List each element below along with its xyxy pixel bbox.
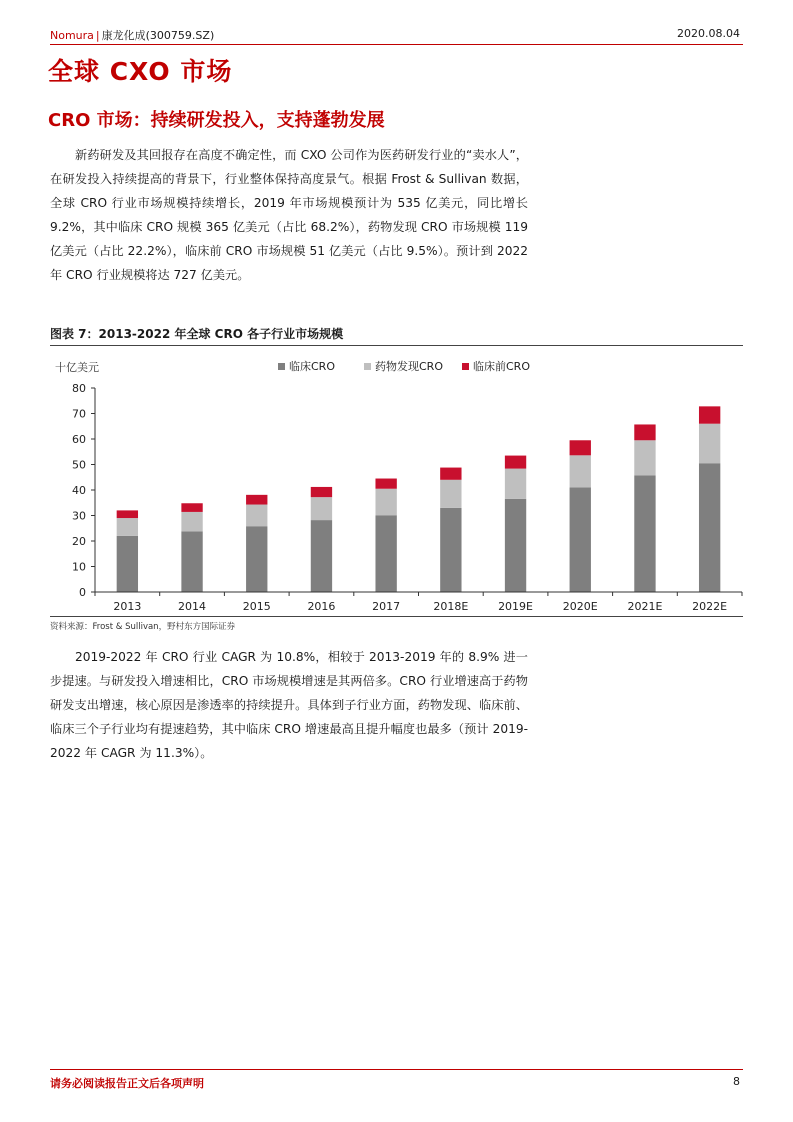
y-tick-label: 40 [72, 484, 86, 497]
x-tick-label: 2014 [178, 600, 207, 613]
bar-segment [440, 508, 461, 592]
header-separator: | [95, 29, 100, 42]
x-tick-label: 2020E [562, 600, 598, 613]
bar-segment [311, 497, 332, 520]
x-tick-label: 2013 [113, 600, 142, 613]
x-tick-label: 2016 [307, 600, 336, 613]
x-tick-label: 2019E [498, 600, 534, 613]
figure-title: 图表 7：2013-2022 年全球 CRO 各子行业市场规模 [50, 327, 344, 341]
report-date: 2020.08.04 [677, 27, 740, 40]
bar-segment [181, 512, 202, 531]
bar-segment [375, 479, 396, 489]
bar-segment [117, 510, 138, 518]
y-axis [72, 382, 95, 599]
legend-swatch [278, 363, 285, 370]
cro-market-chart [50, 350, 743, 615]
footer-disclaimer: 请务必阅读报告正文后各项声明 [50, 1077, 204, 1090]
bar-segment [634, 475, 655, 592]
legend-swatch [462, 363, 469, 370]
figure-source: 资料来源：Frost & Sullivan，野村东方国际证券 [50, 622, 236, 632]
y-tick-label: 20 [72, 535, 86, 548]
page-number: 8 [733, 1075, 740, 1088]
chart-legend [278, 359, 530, 373]
bar-segment [570, 487, 591, 592]
y-tick-label: 70 [72, 407, 86, 421]
bar-segment [570, 455, 591, 487]
x-tick-label: 2017 [372, 600, 401, 613]
bar-segment [375, 489, 396, 516]
legend-label: 临床CRO [289, 360, 335, 373]
x-tick-label: 2022E [692, 600, 728, 613]
legend-label: 药物发现CRO [375, 360, 443, 373]
body-paragraph-2: 2019-2022 年 CRO 行业 CAGR 为 10.8%，相较于 2013-2019 年的 8.9% 进一步提速。与研发投入增速相比，CRO 市场规模增速是其两倍多。CRO 行业增速高于药物研发支出增速，核心原因是渗透率的持续提升。具体到子行业方面，药物发现、临床前、临床三个子行业均有提速趋势，其中临床 CRO 增速最高且提升幅度也最多（预计 2019-2022 年 CAGR 为 11.3%）。 [50, 650, 528, 760]
body-paragraph-1: 新药研发及其回报存在高度不确定性，而 CXO 公司作为医药研发行业的“卖水人”，在研发投入持续提高的背景下，行业整体保持高度景气。根据 Frost & Sullivan 数据，全球 CRO 行业市场规模持续增长，2019 年市场规模预计为 535 亿美元，同比增长 9.2%，其中临床 CRO 规模 365 亿美元（占比 68.2%），药物发现 CRO 市场规模 119 亿美元（占比 22.2%），临床前 CRO 市场规模 51 亿美元（占比 9.5%）。预计到 2022 年 CRO 行业规模将达 727 亿美元。 [50, 148, 528, 282]
subsection-title: CRO 市场：持续研发投入，支持蓬勃发展 [48, 110, 385, 131]
x-axis [95, 592, 742, 613]
footer-rule [50, 1069, 743, 1070]
bar-segment [440, 468, 461, 480]
y-tick-label: 60 [72, 433, 86, 446]
y-tick-label: 50 [72, 458, 86, 472]
company-name: 康龙化成(300759.SZ) [101, 29, 215, 42]
bar-segment [634, 440, 655, 475]
legend-label: 临床前CRO [473, 360, 530, 373]
bar-segment [375, 515, 396, 592]
x-tick-label: 2021E [627, 600, 663, 613]
bar-segment [505, 469, 526, 499]
bar-segment [246, 505, 267, 527]
brand-name: Nomura [50, 29, 94, 42]
legend-swatch [364, 363, 371, 370]
bar-segment [699, 463, 720, 592]
header-rule [50, 44, 743, 45]
figure-bottom-rule [50, 616, 743, 617]
bar-segment [505, 456, 526, 469]
bar-segment [505, 499, 526, 592]
x-tick-label: 2015 [242, 600, 271, 613]
y-tick-label: 0 [79, 586, 86, 599]
bar-segment [634, 424, 655, 440]
y-tick-label: 10 [72, 560, 86, 574]
bar-segment [311, 520, 332, 592]
y-tick-label: 30 [72, 509, 86, 523]
report-header [50, 27, 214, 43]
bar-series [117, 406, 721, 592]
bar-segment [440, 480, 461, 508]
bar-segment [699, 406, 720, 423]
x-tick-label: 2018E [433, 600, 469, 613]
bar-segment [699, 424, 720, 464]
bar-segment [181, 503, 202, 512]
bar-segment [246, 526, 267, 592]
y-axis-label: 十亿美元 [55, 361, 99, 374]
bar-segment [311, 487, 332, 497]
bar-segment [246, 495, 267, 505]
section-title: 全球 CXO 市场 [48, 57, 233, 86]
bar-segment [570, 440, 591, 455]
bar-segment [181, 531, 202, 592]
y-tick-label: 80 [72, 382, 86, 395]
bar-segment [117, 518, 138, 536]
figure-top-rule [50, 345, 743, 346]
bar-segment [117, 536, 138, 592]
